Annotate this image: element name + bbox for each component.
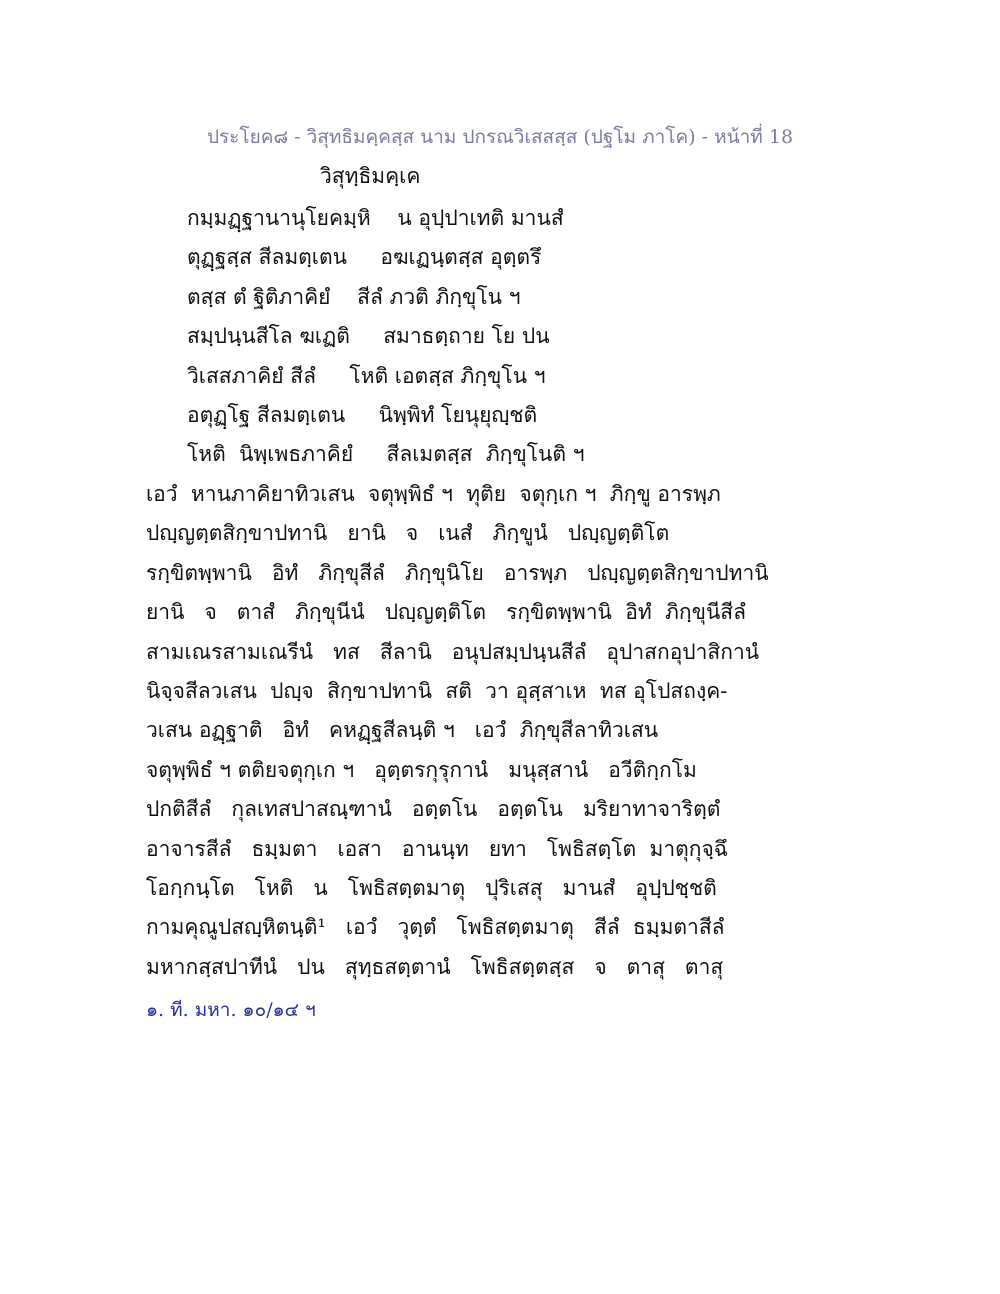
footnote: ๑. ที. มหา. ๑๐/๑๔ ฯ xyxy=(146,999,316,1021)
prose-line: สามเณรสามเณรีนํ ทส สีลานิ อนุปสมฺปนฺนสีลํ อุปาสกอุปาสิกานํ xyxy=(146,639,760,664)
section-title: วิสุทฺธิมคฺเค xyxy=(320,164,421,188)
prose-line: วเสน อฏฺฐาติ อิทํ คหฏฺฐสีลนฺติ ฯ เอวํ ภิกฺขุสีลาทิวเสน xyxy=(146,718,659,743)
prose-line: นิจฺจสีลวเสน ปญฺจ สิกฺขาปทานิ สติ วา อุสฺสาเห ทส อุโปสถงฺค- xyxy=(146,678,728,703)
prose-line: รกฺขิตพฺพานิ อิทํ ภิกฺขุสีลํ ภิกฺขุนิโย อารพฺภ ปญฺญตฺตสิกฺขาปทานิ xyxy=(146,560,769,585)
running-head: ประโยค๘ - วิสุทธิมคฺคสฺส นาม ปกรณวิเสสสฺส (ปฐโม ภาโค) - หน้าที่ 18 xyxy=(206,126,794,148)
verse-line: อตุฏฺโฐ สีลมตฺเตน นิพฺพิทํ โยนุยุญฺชติ xyxy=(187,402,538,427)
prose-line: มหากสฺสปาทีนํ ปน สุทฺธสตฺตานํ โพธิสตฺตสฺส จ ตาสุ ตาสุ xyxy=(146,954,724,979)
prose-block xyxy=(146,475,769,987)
verse-block xyxy=(187,199,585,475)
verse-line: ตุฏฺฐสฺส สีลมตฺเตน อฆเฏนฺตสฺส อุตฺตรึ xyxy=(187,245,542,270)
prose-line: ปญฺญตฺตสิกฺขาปทานิ ยานิ จ เนสํ ภิกฺขูนํ ปญฺญตฺติโต xyxy=(146,521,670,546)
prose-line: อาจารสีลํ ธมฺมตา เอสา อานนฺท ยทา โพธิสตฺโต มาตุกุจฺฉึ xyxy=(146,836,729,861)
prose-line: ปกติสีลํ กุลเทสปาสณฺฑานํ อตฺตโน อตฺตโน มริยาทาจาริตฺตํ xyxy=(146,797,721,822)
prose-line: โอกฺกนฺโต โหติ น โพธิสตฺตมาตุ ปุริเสสุ มานสํ อุปฺปชฺชติ xyxy=(146,875,717,900)
verse-line: ตสฺส ตํ ฐิติภาคิยํ สีลํ ภวติ ภิกฺขุโน ฯ xyxy=(187,284,521,309)
verse-line: วิเสสภาคิยํ สีลํ โหติ เอตสฺส ภิกฺขุโน ฯ xyxy=(187,363,546,388)
prose-line: ยานิ จ ตาสํ ภิกฺขุนีนํ ปญฺญตฺติโต รกฺขิตพฺพานิ อิทํ ภิกฺขุนีสีลํ xyxy=(146,600,746,625)
verse-line: โหติ นิพฺเพธภาคิยํ สีลเมตสฺส ภิกฺขุโนติ ฯ xyxy=(187,442,585,467)
verse-line: กมฺมฏฺฐานานุโยคมฺหิ น อุปฺปาเทติ มานสํ xyxy=(187,206,564,230)
prose-line: จตุพฺพิธํ ฯ ตติยจตุกฺเก ฯ อุตฺตรกุรุกานํ มนุสฺสานํ อวีติกฺกโม xyxy=(146,757,697,782)
prose-line: กามคุณูปสญฺหิตนฺติ¹ เอวํ วุตฺตํ โพธิสตฺตมาตุ สีลํ ธมฺมตาสีลํ xyxy=(146,915,725,940)
verse-line: สมฺปนฺนสีโล ฆเฏติ สมาธตฺถาย โย ปน xyxy=(187,324,550,349)
prose-line: เอวํ หานภาคิยาทิวเสน จตุพฺพิธํ ฯ ทุติย จตุกฺเก ฯ ภิกฺขู อารพฺภ xyxy=(146,482,721,506)
